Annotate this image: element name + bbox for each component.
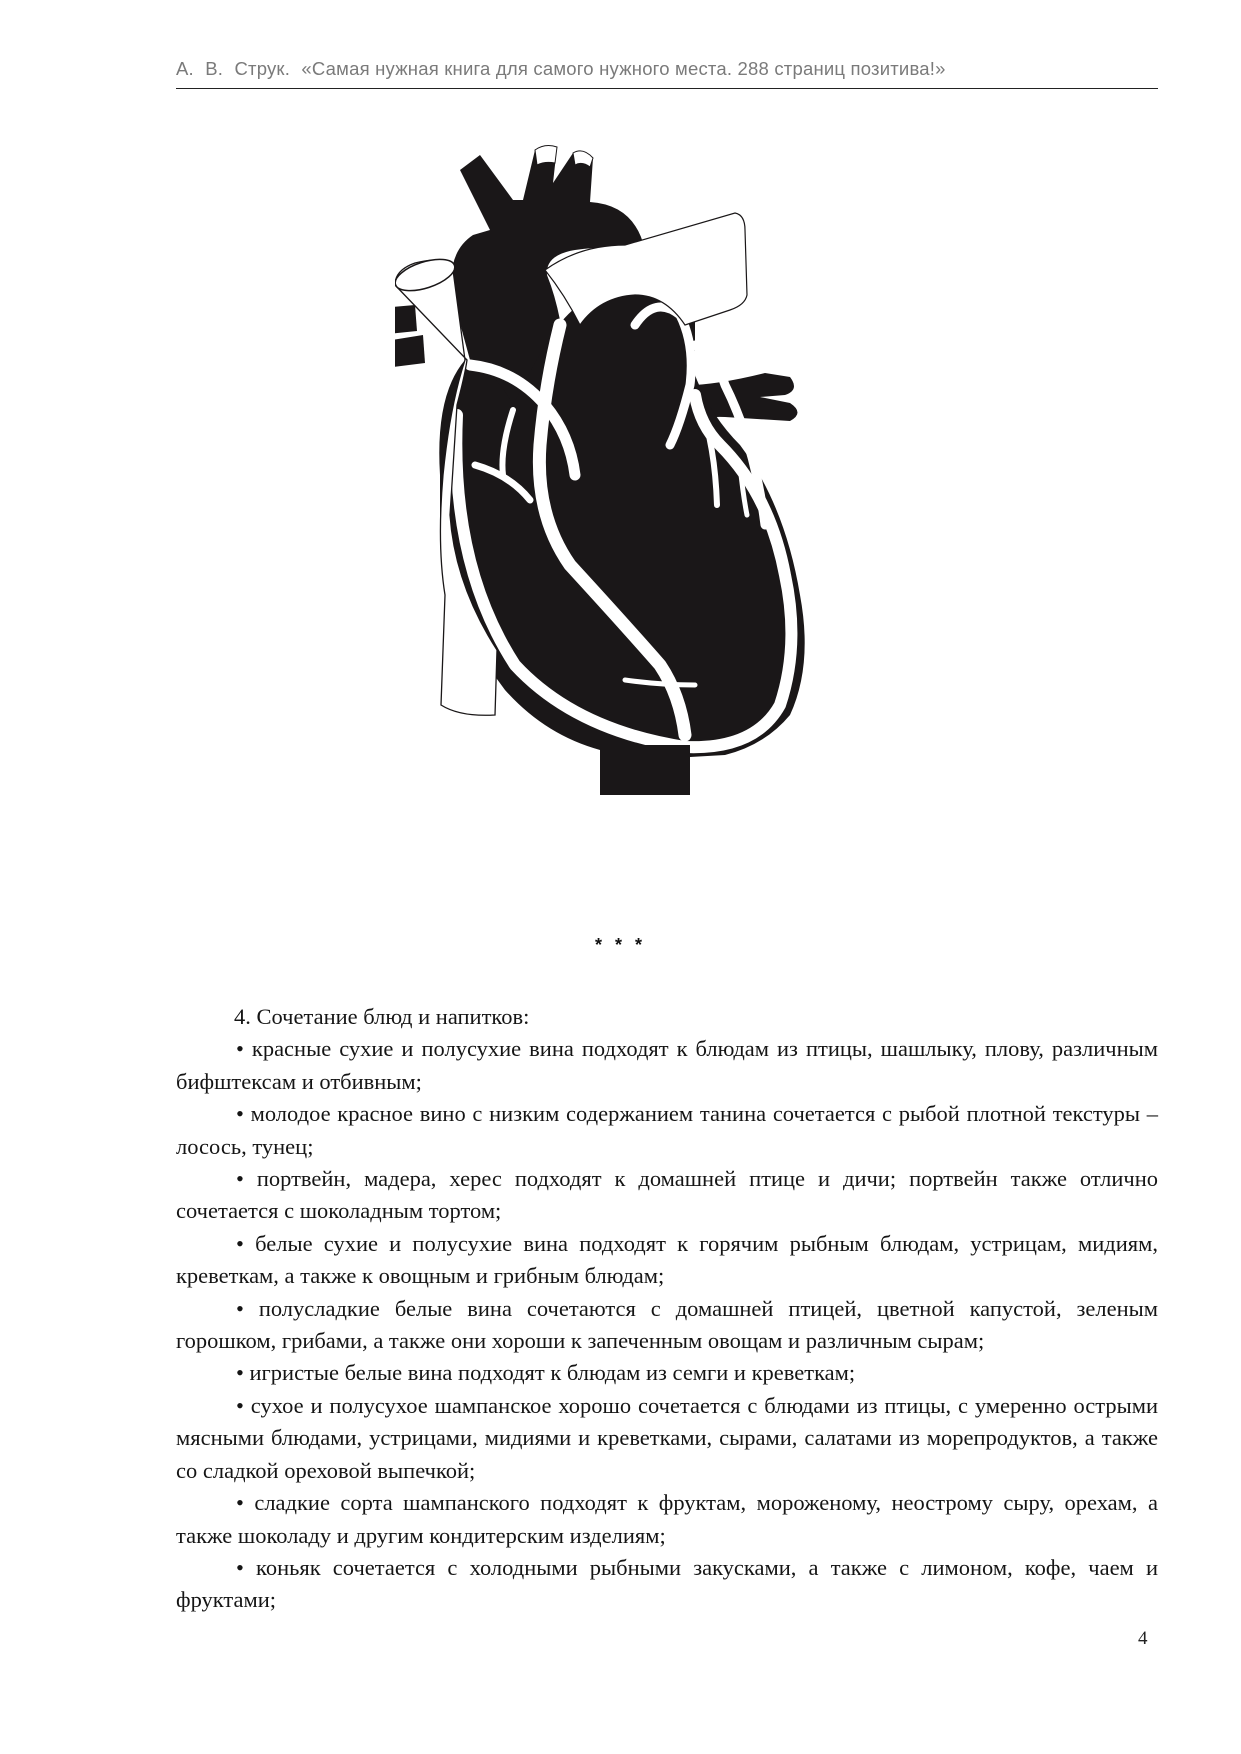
list-item: • сладкие сорта шампанского подходят к фруктам, мороженому, неострому сыру, орехам, а также шоколаду и другим кондитерским изделиям; — [176, 1490, 1158, 1548]
list-item: • коньяк сочетается с холодными рыбными закусками, а также с лимоном, кофе, чаем и фруктами; — [176, 1554, 1158, 1613]
body-text — [176, 1001, 1158, 1617]
author-initial-second: В. — [205, 58, 224, 79]
running-header — [176, 58, 1158, 80]
page-number: 4 — [1138, 1628, 1148, 1649]
section-separator: * * * — [594, 935, 647, 955]
book-title: «Самая нужная книга для самого нужного места. 288 страниц позитива!» — [301, 58, 946, 79]
list-item: • красные сухие и полусухие вина подходят к блюдам из птицы, шашлыку, плову, различным бифштексам и отбивным; — [176, 1036, 1158, 1094]
heart-anatomy-icon — [395, 145, 855, 865]
author-surname: Струк. — [234, 58, 291, 79]
list-item: • игристые белые вина подходят к блюдам из семги и креветкам; — [236, 1360, 856, 1386]
list-item: • белые сухие и полусухие вина подходят к горячим рыбным блюдам, устрицам, мидиям, креветкам, а также к овощным и грибным блюдам; — [176, 1230, 1158, 1289]
author-initial-first: А. — [176, 58, 194, 79]
heart-illustration — [395, 145, 855, 865]
list-item: • портвейн, мадера, херес подходят к домашней птице и дичи; портвейн также отлично сочетается с шоколадным тортом; — [176, 1166, 1158, 1224]
list-item: • полусладкие белые вина сочетаются с домашней птицей, цветной капустой, зеленым горошком, грибами, а также они хороши к запеченным овощам и различным сырам; — [176, 1295, 1158, 1354]
header-divider — [176, 88, 1158, 89]
list-item: • молодое красное вино с низким содержанием танина сочетается с рыбой плотной текстуры – лосось, тунец; — [176, 1101, 1158, 1159]
list-item: • сухое и полусухое шампанское хорошо сочетается с блюдами из птицы, с умеренно острыми мясными блюдами, устрицами, мидиями и креветками, сырами, салатами из морепродуктов, а также со сладкой ореховой выпечкой; — [176, 1392, 1158, 1483]
section-heading: 4. Сочетание блюд и напитков: — [234, 1004, 530, 1029]
